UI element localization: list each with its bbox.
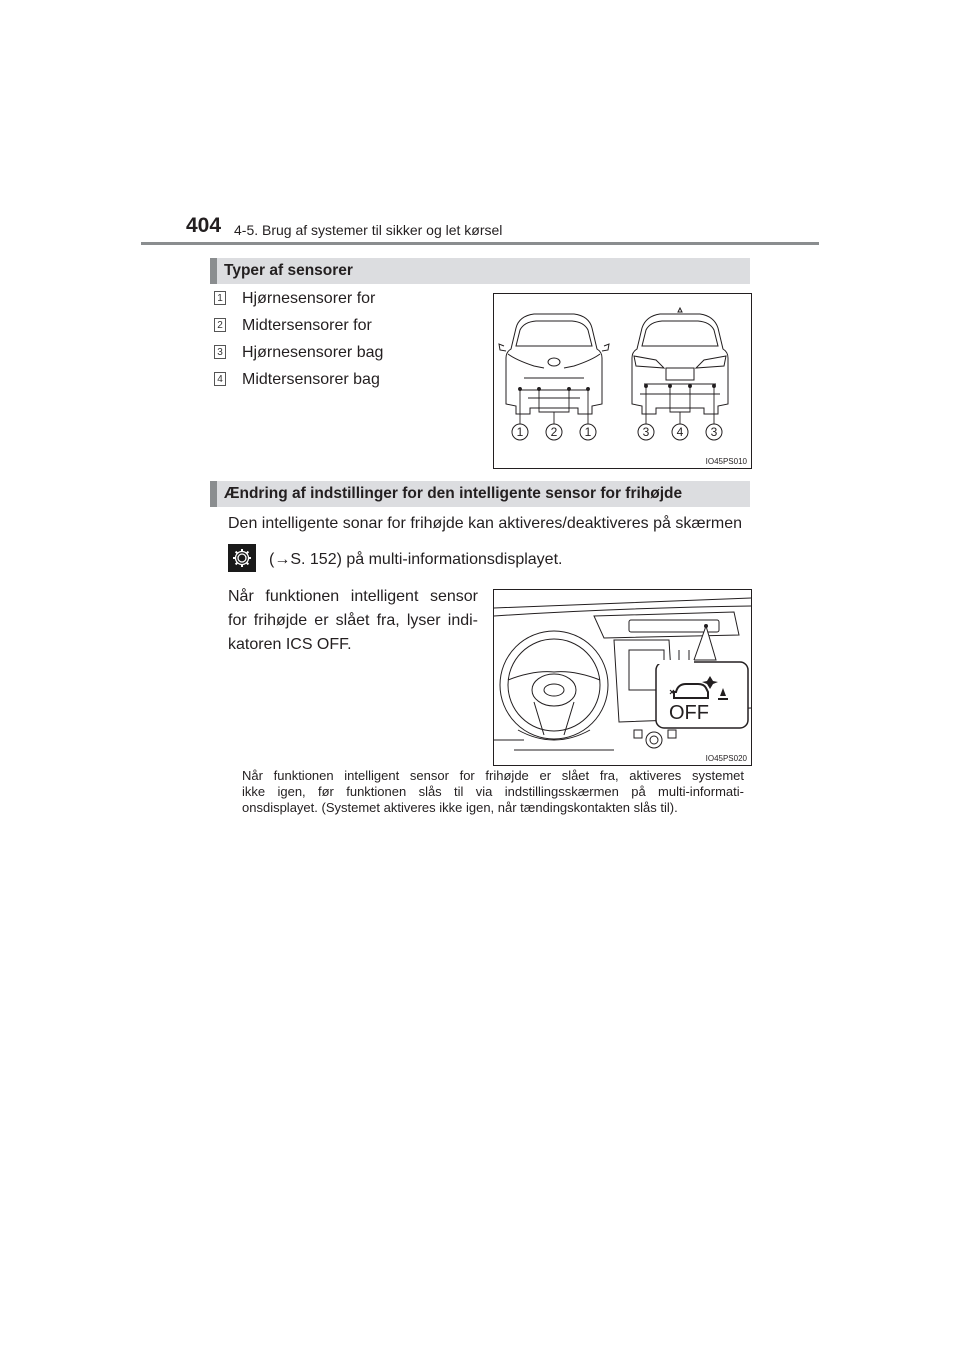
callout-number: 2: [214, 318, 226, 332]
callout-label: 1: [516, 425, 524, 439]
callout-label: 2: [550, 425, 558, 439]
list-item-label: Hjørnesensorer bag: [242, 344, 384, 361]
body-paragraph: Den intelligente sonar for frihøjde kan aktiveres/deaktiveres på skærmen: [228, 515, 743, 532]
note-paragraph: [242, 768, 744, 816]
car-front-rear-illustration: [494, 294, 751, 468]
callout-number: 3: [214, 345, 226, 359]
list-item-label: Hjørnesensorer for: [242, 290, 376, 307]
gear-icon: [228, 544, 256, 572]
figure-code: IO45PS010: [705, 457, 747, 466]
dashboard-indicator-figure: [493, 589, 752, 766]
callout-label: 4: [676, 425, 684, 439]
callout-number: 1: [214, 291, 226, 305]
body-paragraph: (→S. 152) på multi-informationsdisplayet.: [269, 551, 563, 568]
text-line: ikke igen, før funktionen slås til via indstillingsskærmen på multi-informati-: [242, 784, 744, 799]
dashboard-illustration: [494, 590, 751, 765]
section-heading-ics-settings: Ændring af indstillinger for den intelligente sensor for frihøjde: [210, 481, 750, 507]
header-rule: [141, 242, 819, 245]
list-item-label: Midtersensorer bag: [242, 371, 380, 388]
text-line: Når funktionen intelligent sensor: [228, 588, 478, 605]
indicator-text: OFF: [669, 702, 709, 724]
body-paragraph: [228, 585, 478, 657]
list-item-label: Midtersensorer for: [242, 317, 372, 334]
running-head: 4-5. Brug af systemer til sikker og let kørsel: [234, 222, 503, 238]
page-number: 404: [186, 214, 222, 237]
text-line: katoren ICS OFF.: [228, 636, 352, 653]
section-heading-sensor-types: Typer af sensorer: [210, 258, 750, 284]
callout-number: 4: [214, 372, 226, 386]
callout-label: 1: [584, 425, 592, 439]
text-line: onsdisplayet. (Systemet aktiveres ikke igen, når tændingskontakten slås til).: [242, 800, 678, 815]
callout-label: 3: [642, 425, 650, 439]
figure-code: IO45PS020: [705, 754, 747, 763]
callout-label: 3: [710, 425, 718, 439]
text-line: Når funktionen intelligent sensor for frihøjde er slået fra, aktiveres systemet: [242, 768, 744, 783]
sensor-location-figure: [493, 293, 752, 469]
text-line: for frihøjde er slået fra, lyser indi-: [228, 612, 478, 629]
